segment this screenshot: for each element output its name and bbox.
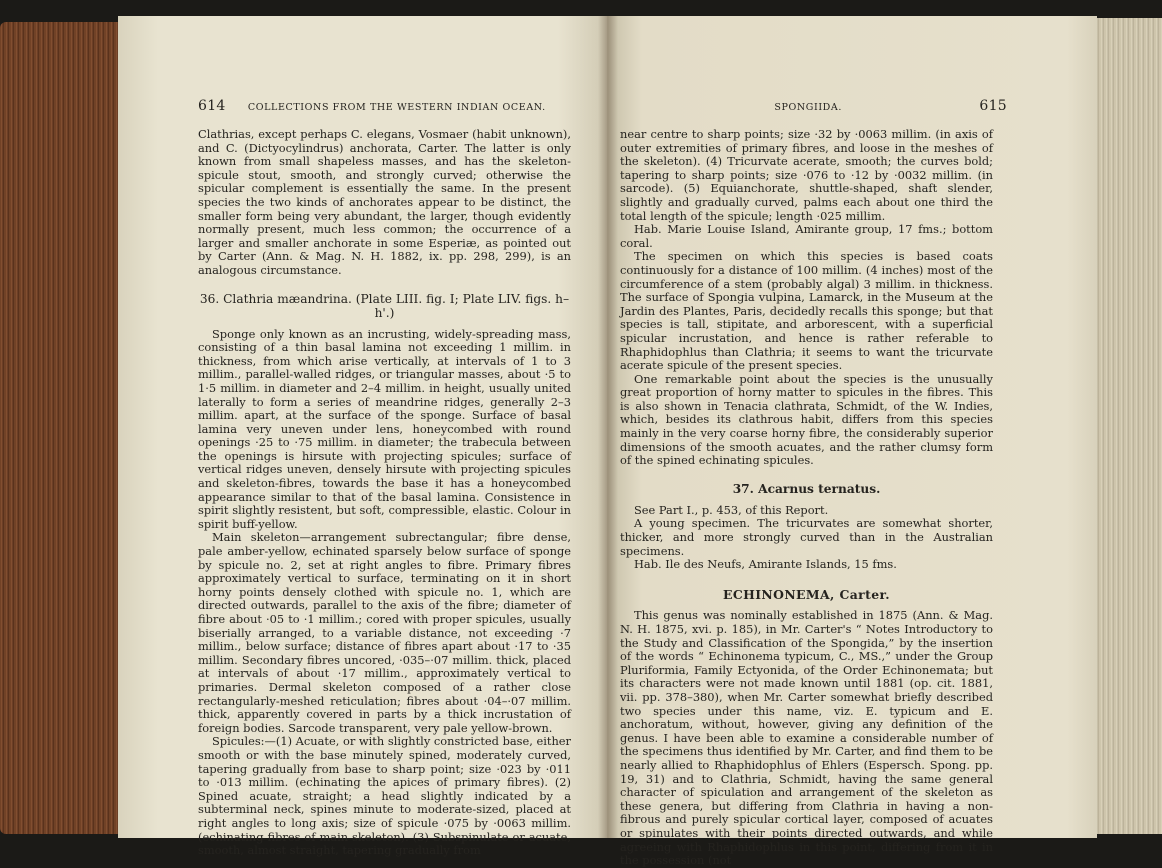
paragraph: One remarkable point about the species is the unusually great proportion of horny matter to spicules in the fibres. This is also shown in Tenacia clathrata, Schmidt, of the W. Indies, which, besides its clathrous habit, differs from this species mainly in the very coarse horny fibre, the considerably superior dimensions of the smooth acuates, and the rather clumsy form of the spined echinating spicules. xyxy=(620,371,993,468)
right-page xyxy=(607,16,1097,868)
right-page-number: 615 xyxy=(979,98,1007,114)
paragraph: near centre to sharp points; size ·32 by ·0063 millim. (in axis of outer extremities of primary fibres, and loose in the meshes of the skeleton). (4) Tricurvate acerate, smooth; the curves bold; tapering to sharp points; size ·076 to ·12 by ·0032 millim. (in sarcode). (5) Equianchorate, shuttle-shaped, shaft slender, slightly and gradually curved, palms each about one third the total length of the spicule; length ·025 millim. xyxy=(620,127,993,223)
right-running-title: SPONGIIDA. xyxy=(774,102,842,113)
left-running-head xyxy=(198,98,578,114)
paragraph: The specimen on which this species is based coats continuously for a distance of 100 millim. (4 inches) most of the circumference of a stem (probably algal) 3 millim. in thickness. The surface of Spongia vulpina, Lamarck, in the Museum at the Jardin des Plantes, Paris, decidedly recalls this sponge; but that species is tall, stipitate, and arborescent, with a superficial spicular incrustation, and hence is rather referable to Rhaphidophlus than Clathria; it seems to want the tricurvate acerate spicule of the present species. xyxy=(620,249,993,373)
right-column xyxy=(620,128,993,868)
left-page-number: 614 xyxy=(198,98,226,114)
paragraph: See Part I., p. 453, of this Report. xyxy=(634,502,829,517)
paragraph: A young specimen. The tricurvates are somewhat shorter, thicker, and more strongly curved than in the Australian specimens. xyxy=(620,516,993,558)
section-heading-36: 36. Clathria mæandrina. (Plate LIII. fig. I; Plate LIV. figs. h–h'.) xyxy=(199,291,570,320)
paragraph: Spicules:—(1) Acuate, or with slightly constricted base, either smooth or with the base minutely spined, moderately curved, tapering gradually from base to sharp point; size ·023 by ·011 to ·013 millim. (echinating the apices of primary fibres). (2) Spined acuate, straight; a head slightly indicated by a subterminal neck, spines minute to moderate-sized, placed at right angles to long axis; size of spicule ·075 by ·0063 millim. (echinating fibres of main skeleton). (3) Subspinulate or acuate, smooth, almost straight, tapering gradually from xyxy=(198,734,571,858)
left-column xyxy=(198,128,571,858)
section-heading-37: 37. Acarnus ternatus. xyxy=(732,481,881,496)
left-running-title: COLLECTIONS FROM THE WESTERN INDIAN OCEAN. xyxy=(247,102,546,113)
left-page-edges xyxy=(0,22,120,834)
paragraph: Sponge only known as an incrusting, widely-spreading mass, consisting of a thin basal lamina not exceeding 1 millim. in thickness, from which arise vertically, at intervals of 1 to 3 millim., parallel-walled ridges, or triangular masses, about ·5 to 1·5 millim. in diameter and 2–4 millim. in height, usually united laterally to form a series of meandrine ridges, generally 2–3 millim. apart, at the surface of the sponge. Surface of basal lamina very uneven under lens, honeycombed with round openings ·25 to ·75 millim. in diameter; the trabecula between the openings is hirsute with projecting spicules; surface of vertical ridges uneven, densely hirsute with projecting spicules and skeleton-fibres, towards the base it has a honeycombed appearance similar to that of the basal lamina. Consistence in spirit slightly resistent, but soft, compressible, elastic. Colour in spirit buff-yellow. xyxy=(198,326,571,531)
genus-heading: ECHINONEMA, Carter. xyxy=(723,586,890,602)
paragraph: Clathrias, except perhaps C. elegans, Vosmaer (habit unknown), and C. (Dictyocylindrus) anchorata, Carter. The latter is only known from small shapeless masses, and has the skeleton-spicule stout, smooth, and strongly curved; otherwise the spicular complement is essentially the same. In the present species the two kinds of anchorates appear to be distinct, the smaller form being very abundant, the larger, though evidently normally present, much less common; the occurrence of a larger and smaller anchorate in some Esperiæ, as pointed out by Carter (Ann. & Mag. N. H. 1882, ix. pp. 298, 299), is an analogous circumstance. xyxy=(198,127,571,277)
paragraph: This genus was nominally established in 1875 (Ann. & Mag. N. H. 1875, xvi. p. 185), in Mr. Carter's “ Notes Introductory to the Study and Classification of the Spongida,” by the insertion of the words “ Echinonema typicum, C., MS.,” under the Group Pluriformia, Family Ectyonida, of the Order Echinonemata; but its characters were not made known until 1881 (op. cit. 1881, vii. pp. 378–380), when Mr. Carter somewhat briefly described two species under this name, viz. E. typicum and E. anchoratum, without, however, giving any definition of the genus. I have been able to examine a considerable number of the specimens thus identified by Mr. Carter, and find them to be nearly allied to Rhaphidophlus of Ehlers (Espersch. Spong. pp. 19, 31) and to Clathria, Schmidt, having the same general character of spiculation and arrangement of the skeleton as these genera, but differing from Clathria in having a non-fibrous and purely spicular cortical layer, composed of acuates or spinulates with their points directed outwards, and while agreeing with Rhaphidophlus in this point, differing from it in the possession (not xyxy=(620,608,993,868)
paragraph: Main skeleton—arrangement subrectangular; fibre dense, pale amber-yellow, echinated sparsely below surface of sponge by spicule no. 2, set at right angles to fibre. Primary fibres approximately vertical to surface, terminating on it in short horny points densely clothed with spicule no. 1, which are directed outwards, parallel to the axis of the fibre; diameter of fibre about ·05 to ·1 millim.; cored with proper spicules, usually biserially arranged, to a variable distance, not exceeding ·7 millim., below surface; distance of fibres apart about ·17 to ·35 millim. Secondary fibres uncored, ·035–·07 millim. thick, placed at intervals of about ·17 millim., approximately vertical to primaries. Dermal skeleton composed of a rather close rectangularly-meshed reticulation; fibres about ·04–·07 millim. thick, apparently covered in parts by a thick incrustation of foreign bodies. Sarcode transparent, very pale yellow-brown. xyxy=(198,530,571,735)
right-running-head xyxy=(627,98,1007,114)
habitat-line: Hab. Ile des Neufs, Amirante Islands, 15 fms. xyxy=(634,557,897,572)
book-gutter xyxy=(598,16,618,838)
right-page-edges xyxy=(1095,18,1162,834)
habitat-line: Hab. Marie Louise Island, Amirante group, 17 fms.; bottom coral. xyxy=(620,222,993,250)
left-page xyxy=(118,16,608,858)
